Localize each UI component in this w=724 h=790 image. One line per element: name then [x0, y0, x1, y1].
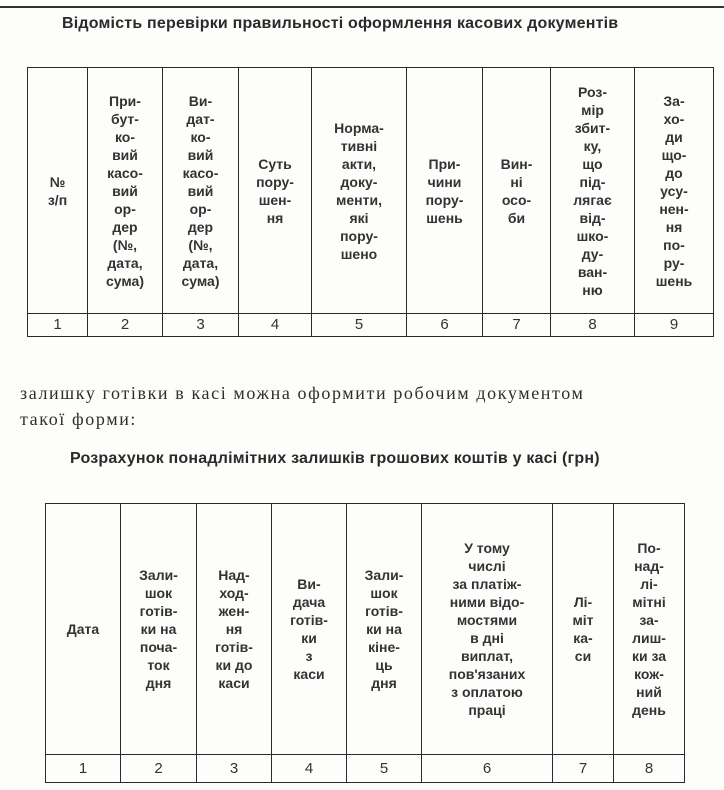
- table1-number-row: [28, 314, 714, 337]
- table2-header-cell: Лі- міт ка- си: [553, 504, 614, 755]
- table2-header-cell: Дата: [46, 504, 121, 755]
- cash-docs-check-table: [27, 67, 714, 337]
- table1-header-cell: Норма- тивні акти, доку- менти, які пору- шено: [312, 68, 407, 314]
- table2-header-cell: Зали- шок готів- ки на поча- ток дня: [121, 504, 197, 755]
- table1-number-cell: 5: [312, 314, 407, 337]
- table1-header-cell: Ви- дат- ко- вий касо- вий ор- дер (№, дата, сума): [163, 68, 239, 314]
- paragraph-line-2: такої форми:: [20, 409, 138, 429]
- table2-number-cell: 5: [347, 755, 422, 783]
- table2-header-row: [46, 504, 685, 755]
- table1-header-row: [28, 68, 714, 314]
- table2-header-cell: По- над- лі- мітні за- лиш- ки за кож- ний день: [614, 504, 685, 755]
- table1-title: Відомість перевірки правильності оформлення касових документів: [62, 15, 619, 32]
- table1-header-cell: Роз- мір збит- ку, що під- лягає від- шко- ду- ван- ню: [551, 68, 635, 314]
- table2-number-cell: 4: [272, 755, 347, 783]
- table1-number-cell: 9: [635, 314, 714, 337]
- table2-header-cell: Зали- шок готів- ки на кіне- ць дня: [347, 504, 422, 755]
- table2-number-cell: 3: [197, 755, 272, 783]
- table1-header-cell: При- бут- ко- вий касо- вий ор- дер (№, дата, сума): [88, 68, 163, 314]
- over-limit-cash-table: [45, 503, 685, 783]
- table1-number-cell: 7: [483, 314, 551, 337]
- table1-number-cell: 3: [163, 314, 239, 337]
- table1-number-cell: 2: [88, 314, 163, 337]
- table1-number-cell: 4: [239, 314, 312, 337]
- table1-number-cell: 8: [551, 314, 635, 337]
- table1-header-cell: Вин- ні осо- би: [483, 68, 551, 314]
- table2-title: Розрахунок понадлімітних залишків грошових коштів у касі (грн): [70, 450, 600, 467]
- table2-number-cell: 7: [553, 755, 614, 783]
- table2-header-cell: У тому числі за платіж- ними відо- мостями в дні виплат, пов'язаних з оплатою праці: [422, 504, 553, 755]
- table1-number-cell: 1: [28, 314, 88, 337]
- table2-number-cell: 1: [46, 755, 121, 783]
- table2-header-cell: Над- ход- жен- ня готів- ки до каси: [197, 504, 272, 755]
- table1-header-cell: № з/п: [28, 68, 88, 314]
- top-rule: [0, 6, 724, 8]
- table1-header-cell: Суть пору- шен- ня: [239, 68, 312, 314]
- table2-number-cell: 6: [422, 755, 553, 783]
- table2-header-cell: Ви- дача готів- ки з каси: [272, 504, 347, 755]
- table1-header-cell: За- хо- ди що- до усу- нен- ня по- ру- шень: [635, 68, 714, 314]
- table1-header-cell: При- чини пору- шень: [407, 68, 483, 314]
- body-paragraph: [20, 380, 720, 432]
- table1-number-cell: 6: [407, 314, 483, 337]
- table2-number-row: [46, 755, 685, 783]
- table2-number-cell: 2: [121, 755, 197, 783]
- paragraph-line-1: залишку готівки в касі можна оформити робочим документом: [20, 383, 585, 403]
- table2-number-cell: 8: [614, 755, 685, 783]
